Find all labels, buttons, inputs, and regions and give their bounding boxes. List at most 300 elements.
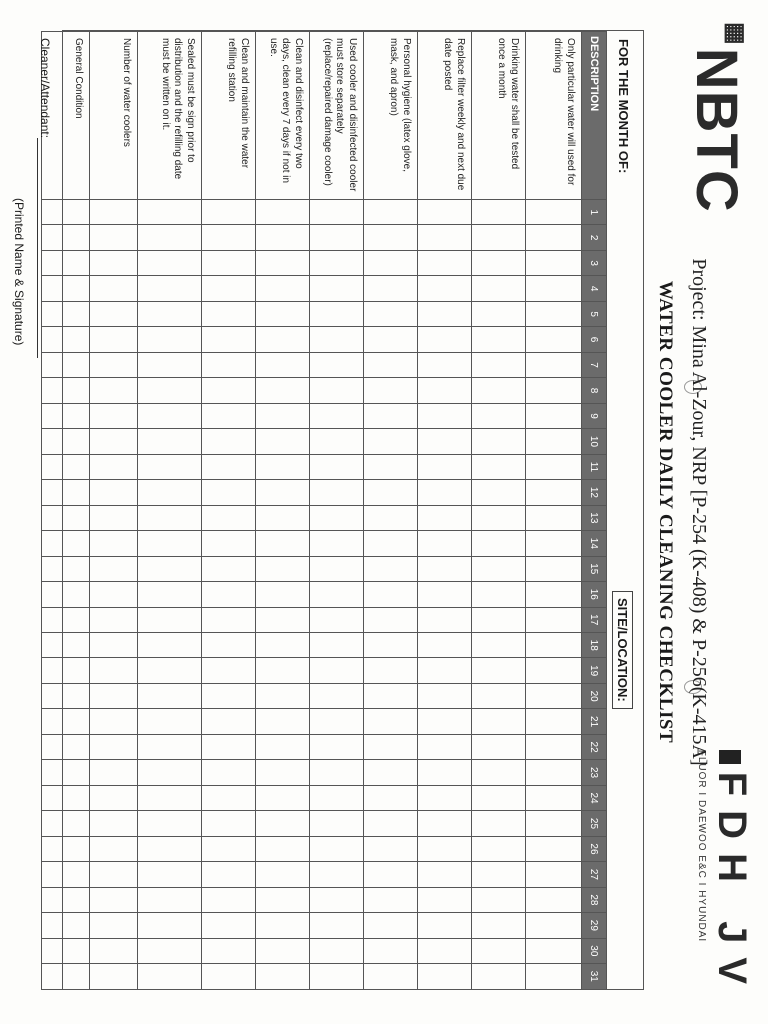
check-cell[interactable] — [90, 709, 138, 734]
check-cell[interactable] — [138, 301, 202, 326]
check-cell[interactable] — [202, 250, 256, 275]
check-cell[interactable] — [364, 938, 418, 963]
check-cell[interactable] — [418, 683, 472, 708]
check-cell[interactable] — [138, 327, 202, 352]
check-cell[interactable] — [138, 276, 202, 301]
check-cell[interactable] — [472, 378, 526, 403]
check-cell[interactable] — [202, 836, 256, 861]
check-cell[interactable] — [364, 785, 418, 810]
check-cell[interactable] — [472, 658, 526, 683]
check-cell[interactable] — [472, 582, 526, 607]
footer — [6, 30, 56, 988]
check-cell[interactable] — [472, 913, 526, 938]
check-cell[interactable] — [202, 887, 256, 912]
check-cell[interactable] — [472, 352, 526, 377]
check-cell[interactable] — [418, 505, 472, 530]
day-header-26: 26 — [582, 836, 607, 861]
check-cell[interactable] — [202, 938, 256, 963]
check-cell[interactable] — [472, 403, 526, 428]
check-cell[interactable] — [364, 200, 418, 225]
check-cell[interactable] — [90, 200, 138, 225]
check-cell[interactable] — [418, 887, 472, 912]
check-cell[interactable] — [418, 938, 472, 963]
check-cell[interactable] — [310, 938, 364, 963]
check-cell[interactable] — [526, 658, 582, 683]
check-cell[interactable] — [472, 429, 526, 454]
check-cell[interactable] — [90, 632, 138, 657]
check-cell[interactable] — [364, 836, 418, 861]
table-row — [138, 32, 202, 990]
check-cell[interactable] — [138, 582, 202, 607]
check-cell[interactable] — [364, 760, 418, 785]
check-cell[interactable] — [364, 378, 418, 403]
check-cell[interactable] — [418, 709, 472, 734]
check-cell[interactable] — [418, 301, 472, 326]
check-cell[interactable] — [256, 556, 310, 581]
row-description: Sealed must be sign prior to distribution and the refilling date must be written on it. — [138, 32, 202, 200]
check-cell[interactable] — [202, 225, 256, 250]
check-cell[interactable] — [418, 760, 472, 785]
check-cell[interactable] — [472, 785, 526, 810]
table-header-row — [582, 32, 607, 990]
check-cell[interactable] — [90, 582, 138, 607]
check-cell[interactable] — [202, 760, 256, 785]
check-cell[interactable] — [138, 352, 202, 377]
check-cell[interactable] — [526, 200, 582, 225]
check-cell[interactable] — [202, 301, 256, 326]
check-cell[interactable] — [90, 683, 138, 708]
check-cell[interactable] — [138, 964, 202, 989]
check-cell[interactable] — [90, 531, 138, 556]
check-cell[interactable] — [90, 276, 138, 301]
check-cell[interactable] — [90, 938, 138, 963]
check-cell[interactable] — [202, 582, 256, 607]
check-cell[interactable] — [472, 862, 526, 887]
day-header-20: 20 — [582, 683, 607, 708]
check-cell[interactable] — [202, 683, 256, 708]
check-cell[interactable] — [90, 760, 138, 785]
check-cell[interactable] — [526, 276, 582, 301]
day-header-10: 10 — [582, 429, 607, 454]
check-cell[interactable] — [138, 531, 202, 556]
check-cell[interactable] — [256, 200, 310, 225]
check-cell[interactable] — [472, 760, 526, 785]
check-cell[interactable] — [310, 556, 364, 581]
check-cell[interactable] — [256, 683, 310, 708]
check-cell[interactable] — [256, 505, 310, 530]
check-cell[interactable] — [90, 785, 138, 810]
check-cell[interactable] — [364, 811, 418, 836]
check-cell[interactable] — [138, 760, 202, 785]
check-cell[interactable] — [202, 403, 256, 428]
check-cell[interactable] — [256, 785, 310, 810]
check-cell[interactable] — [364, 531, 418, 556]
check-cell[interactable] — [526, 709, 582, 734]
check-cell[interactable] — [526, 403, 582, 428]
check-cell[interactable] — [472, 200, 526, 225]
check-cell[interactable] — [202, 964, 256, 989]
check-cell[interactable] — [418, 836, 472, 861]
check-cell[interactable] — [526, 378, 582, 403]
check-cell[interactable] — [418, 276, 472, 301]
check-cell[interactable] — [472, 734, 526, 759]
check-cell[interactable] — [202, 811, 256, 836]
check-cell[interactable] — [418, 658, 472, 683]
page-title: WATER COOLER DAILY CLEANING CHECKLIST — [655, 280, 676, 744]
check-cell[interactable] — [90, 964, 138, 989]
check-cell[interactable] — [310, 683, 364, 708]
check-cell[interactable] — [418, 913, 472, 938]
check-cell[interactable] — [256, 403, 310, 428]
check-cell[interactable] — [526, 964, 582, 989]
check-cell[interactable] — [256, 454, 310, 479]
check-cell[interactable] — [364, 225, 418, 250]
check-cell[interactable] — [310, 454, 364, 479]
check-cell[interactable] — [138, 429, 202, 454]
check-cell[interactable] — [310, 582, 364, 607]
check-cell[interactable] — [310, 811, 364, 836]
check-cell[interactable] — [202, 862, 256, 887]
check-cell[interactable] — [138, 811, 202, 836]
check-cell[interactable] — [138, 403, 202, 428]
check-cell[interactable] — [138, 658, 202, 683]
check-cell[interactable] — [310, 964, 364, 989]
check-cell[interactable] — [90, 607, 138, 632]
check-cell[interactable] — [202, 785, 256, 810]
check-cell[interactable] — [90, 378, 138, 403]
check-cell[interactable] — [202, 200, 256, 225]
check-cell[interactable] — [418, 607, 472, 632]
check-cell[interactable] — [202, 658, 256, 683]
check-cell[interactable] — [256, 760, 310, 785]
check-cell[interactable] — [90, 480, 138, 505]
check-cell[interactable] — [202, 327, 256, 352]
check-cell[interactable] — [90, 556, 138, 581]
check-cell[interactable] — [310, 200, 364, 225]
check-cell[interactable] — [256, 378, 310, 403]
check-cell[interactable] — [526, 454, 582, 479]
check-cell[interactable] — [472, 301, 526, 326]
check-cell[interactable] — [310, 836, 364, 861]
day-header-8: 8 — [582, 378, 607, 403]
check-cell[interactable] — [90, 658, 138, 683]
check-cell[interactable] — [310, 632, 364, 657]
check-cell[interactable] — [472, 938, 526, 963]
check-cell[interactable] — [526, 632, 582, 657]
check-cell[interactable] — [364, 480, 418, 505]
check-cell[interactable] — [256, 607, 310, 632]
check-cell[interactable] — [364, 454, 418, 479]
check-cell[interactable] — [418, 964, 472, 989]
check-cell[interactable] — [138, 836, 202, 861]
check-cell[interactable] — [526, 250, 582, 275]
check-cell[interactable] — [364, 429, 418, 454]
check-cell[interactable] — [310, 734, 364, 759]
check-cell[interactable] — [138, 938, 202, 963]
check-cell[interactable] — [256, 811, 310, 836]
check-cell[interactable] — [256, 276, 310, 301]
check-cell[interactable] — [364, 556, 418, 581]
check-cell[interactable] — [256, 225, 310, 250]
day-header-12: 12 — [582, 480, 607, 505]
check-cell[interactable] — [310, 887, 364, 912]
check-cell[interactable] — [256, 913, 310, 938]
check-cell[interactable] — [310, 301, 364, 326]
check-cell[interactable] — [526, 607, 582, 632]
check-cell[interactable] — [310, 378, 364, 403]
check-cell[interactable] — [310, 225, 364, 250]
check-cell[interactable] — [364, 683, 418, 708]
day-header-2: 2 — [582, 225, 607, 250]
day-header-25: 25 — [582, 811, 607, 836]
check-cell[interactable] — [310, 505, 364, 530]
check-cell[interactable] — [418, 200, 472, 225]
check-cell[interactable] — [90, 301, 138, 326]
check-cell[interactable] — [364, 734, 418, 759]
signature-line[interactable] — [37, 138, 38, 358]
check-cell[interactable] — [138, 454, 202, 479]
check-cell[interactable] — [138, 378, 202, 403]
check-cell[interactable] — [310, 862, 364, 887]
check-cell[interactable] — [256, 658, 310, 683]
row-description: Only particular water will used for drinking — [526, 32, 582, 200]
check-cell[interactable] — [138, 862, 202, 887]
check-cell[interactable] — [418, 250, 472, 275]
check-cell[interactable] — [526, 760, 582, 785]
check-cell[interactable] — [90, 913, 138, 938]
check-cell[interactable] — [472, 276, 526, 301]
check-cell[interactable] — [310, 913, 364, 938]
check-cell[interactable] — [472, 836, 526, 861]
day-header-31: 31 — [582, 964, 607, 989]
check-cell[interactable] — [418, 632, 472, 657]
check-cell[interactable] — [90, 734, 138, 759]
check-cell[interactable] — [90, 403, 138, 428]
check-cell[interactable] — [90, 836, 138, 861]
check-cell[interactable] — [526, 913, 582, 938]
check-cell[interactable] — [526, 734, 582, 759]
check-cell[interactable] — [526, 429, 582, 454]
check-cell[interactable] — [202, 734, 256, 759]
check-cell[interactable] — [202, 480, 256, 505]
check-cell[interactable] — [526, 811, 582, 836]
check-cell[interactable] — [138, 913, 202, 938]
check-cell[interactable] — [418, 531, 472, 556]
check-cell[interactable] — [364, 632, 418, 657]
check-cell[interactable] — [418, 225, 472, 250]
check-cell[interactable] — [364, 658, 418, 683]
day-header-22: 22 — [582, 734, 607, 759]
check-cell[interactable] — [138, 785, 202, 810]
check-cell[interactable] — [526, 480, 582, 505]
check-cell[interactable] — [310, 709, 364, 734]
check-cell[interactable] — [364, 709, 418, 734]
check-cell[interactable] — [526, 327, 582, 352]
check-cell[interactable] — [472, 887, 526, 912]
check-cell[interactable] — [418, 403, 472, 428]
check-cell[interactable] — [418, 378, 472, 403]
day-header-21: 21 — [582, 709, 607, 734]
check-cell[interactable] — [526, 352, 582, 377]
check-cell[interactable] — [202, 352, 256, 377]
check-cell[interactable] — [418, 352, 472, 377]
check-cell[interactable] — [364, 862, 418, 887]
check-cell[interactable] — [472, 505, 526, 530]
check-cell[interactable] — [138, 250, 202, 275]
check-cell[interactable] — [526, 225, 582, 250]
check-cell[interactable] — [364, 276, 418, 301]
check-cell[interactable] — [90, 811, 138, 836]
check-cell[interactable] — [472, 607, 526, 632]
check-cell[interactable] — [526, 582, 582, 607]
check-cell[interactable] — [418, 734, 472, 759]
check-cell[interactable] — [418, 785, 472, 810]
check-cell[interactable] — [364, 352, 418, 377]
check-cell[interactable] — [138, 225, 202, 250]
check-cell[interactable] — [202, 276, 256, 301]
check-cell[interactable] — [526, 505, 582, 530]
check-cell[interactable] — [202, 632, 256, 657]
check-cell[interactable] — [472, 709, 526, 734]
check-cell[interactable] — [90, 225, 138, 250]
check-cell[interactable] — [364, 403, 418, 428]
check-cell[interactable] — [138, 734, 202, 759]
check-cell[interactable] — [256, 938, 310, 963]
check-cell[interactable] — [526, 862, 582, 887]
check-cell[interactable] — [364, 887, 418, 912]
check-cell[interactable] — [256, 429, 310, 454]
check-cell[interactable] — [472, 454, 526, 479]
check-cell[interactable] — [472, 964, 526, 989]
day-header-5: 5 — [582, 301, 607, 326]
check-cell[interactable] — [364, 301, 418, 326]
check-cell[interactable] — [256, 301, 310, 326]
check-cell[interactable] — [256, 862, 310, 887]
check-cell[interactable] — [526, 556, 582, 581]
check-cell[interactable] — [90, 327, 138, 352]
check-cell[interactable] — [256, 480, 310, 505]
check-cell[interactable] — [310, 480, 364, 505]
check-cell[interactable] — [310, 785, 364, 810]
check-cell[interactable] — [310, 250, 364, 275]
check-cell[interactable] — [310, 429, 364, 454]
check-cell[interactable] — [310, 352, 364, 377]
check-cell[interactable] — [310, 276, 364, 301]
check-cell[interactable] — [202, 531, 256, 556]
check-cell[interactable] — [310, 607, 364, 632]
check-cell[interactable] — [418, 429, 472, 454]
check-cell[interactable] — [138, 607, 202, 632]
check-cell[interactable] — [138, 709, 202, 734]
check-cell[interactable] — [90, 505, 138, 530]
check-cell[interactable] — [138, 556, 202, 581]
day-header-16: 16 — [582, 582, 607, 607]
check-cell[interactable] — [202, 556, 256, 581]
check-cell[interactable] — [310, 760, 364, 785]
check-cell[interactable] — [310, 327, 364, 352]
check-cell[interactable] — [138, 887, 202, 912]
check-cell[interactable] — [364, 607, 418, 632]
check-cell[interactable] — [256, 352, 310, 377]
check-cell[interactable] — [418, 862, 472, 887]
check-cell[interactable] — [472, 556, 526, 581]
check-cell[interactable] — [256, 531, 310, 556]
check-cell[interactable] — [90, 887, 138, 912]
check-cell[interactable] — [364, 582, 418, 607]
check-cell[interactable] — [138, 505, 202, 530]
check-cell[interactable] — [202, 709, 256, 734]
check-cell[interactable] — [364, 964, 418, 989]
check-cell[interactable] — [256, 709, 310, 734]
check-cell[interactable] — [418, 811, 472, 836]
check-cell[interactable] — [90, 352, 138, 377]
check-cell[interactable] — [364, 505, 418, 530]
check-cell[interactable] — [90, 250, 138, 275]
check-cell[interactable] — [202, 378, 256, 403]
check-cell[interactable] — [364, 250, 418, 275]
check-cell[interactable] — [202, 913, 256, 938]
check-cell[interactable] — [310, 403, 364, 428]
check-cell[interactable] — [138, 200, 202, 225]
check-cell[interactable] — [138, 632, 202, 657]
check-cell[interactable] — [256, 632, 310, 657]
check-cell[interactable] — [472, 225, 526, 250]
check-cell[interactable] — [418, 480, 472, 505]
check-cell[interactable] — [138, 683, 202, 708]
check-cell[interactable] — [472, 327, 526, 352]
check-cell[interactable] — [526, 836, 582, 861]
check-cell[interactable] — [418, 556, 472, 581]
check-cell[interactable] — [310, 531, 364, 556]
check-cell[interactable] — [256, 836, 310, 861]
check-cell[interactable] — [526, 683, 582, 708]
check-cell[interactable] — [256, 582, 310, 607]
check-cell[interactable] — [418, 327, 472, 352]
check-cell[interactable] — [472, 632, 526, 657]
check-cell[interactable] — [526, 301, 582, 326]
check-cell[interactable] — [256, 327, 310, 352]
day-header-29: 29 — [582, 913, 607, 938]
check-cell[interactable] — [90, 429, 138, 454]
day-header-1: 1 — [582, 200, 607, 225]
check-cell[interactable] — [90, 862, 138, 887]
check-cell[interactable] — [256, 887, 310, 912]
check-cell[interactable] — [526, 887, 582, 912]
check-cell[interactable] — [202, 607, 256, 632]
check-cell[interactable] — [526, 785, 582, 810]
check-cell[interactable] — [310, 658, 364, 683]
check-cell[interactable] — [472, 683, 526, 708]
check-cell[interactable] — [364, 327, 418, 352]
check-cell[interactable] — [256, 250, 310, 275]
check-cell[interactable] — [256, 734, 310, 759]
check-cell[interactable] — [418, 454, 472, 479]
check-cell[interactable] — [526, 531, 582, 556]
check-cell[interactable] — [472, 811, 526, 836]
check-cell[interactable] — [418, 582, 472, 607]
check-cell[interactable] — [472, 250, 526, 275]
check-cell[interactable] — [202, 505, 256, 530]
check-cell[interactable] — [526, 938, 582, 963]
check-cell[interactable] — [364, 913, 418, 938]
check-cell[interactable] — [472, 480, 526, 505]
check-cell[interactable] — [472, 531, 526, 556]
check-cell[interactable] — [256, 964, 310, 989]
check-cell[interactable] — [90, 454, 138, 479]
check-cell[interactable] — [202, 429, 256, 454]
check-cell[interactable] — [138, 480, 202, 505]
check-cell[interactable] — [202, 454, 256, 479]
